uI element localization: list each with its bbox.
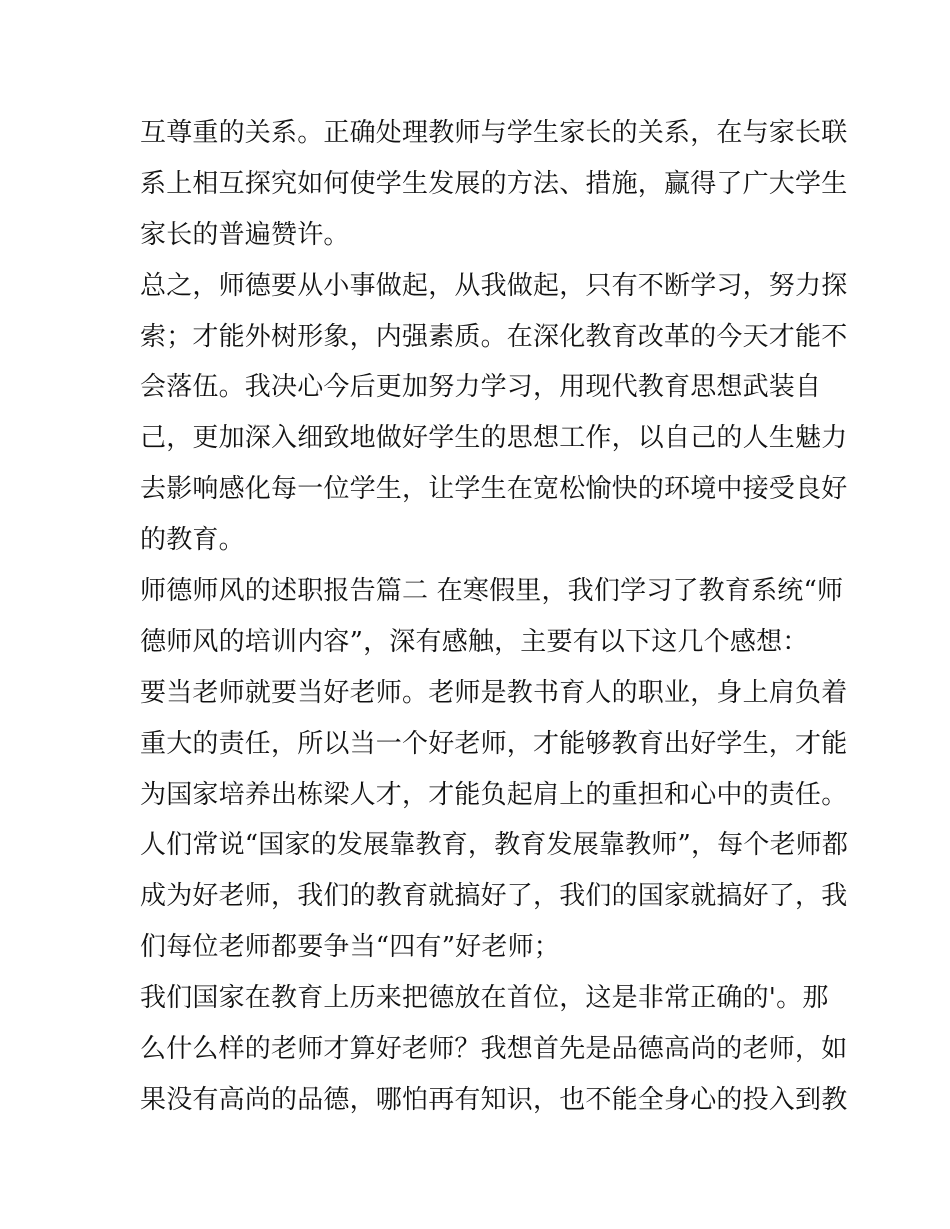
text-line: 们每位老师都要争当“四有”好老师； [140,932,560,963]
text-line: 师德师风的述职报告篇二 在寒假里，我们学习了教育系统“师 [140,576,844,607]
text-line: 果没有高尚的品德，哪怕再有知识，也不能全身心的投入到教 [140,1084,848,1115]
text-line: 去影响感化每一位学生，让学生在宽松愉快的环境中接受良好 [140,474,848,505]
text-line: 互尊重的关系。正确处理教师与学生家长的关系，在与家长联 [140,118,848,148]
text-line: 人们常说“国家的发展靠教育，教育发展靠教师”，每个老师都 [140,830,849,861]
text-line: 我们国家在教育上历来把德放在首位，这是非常正确的'。那 [140,983,829,1014]
text-line: 成为好老师，我们的教育就搞好了，我们的国家就搞好了，我 [140,881,848,912]
text-line: 系上相互探究如何使学生发展的方法、措施，赢得了广大学生 [140,168,848,199]
text-line: 要当老师就要当好老师。老师是教书育人的职业，身上肩负着 [140,677,848,708]
text-line: 索；才能外树形象，内强素质。在深化教育改革的今天才能不 [140,321,848,352]
text-line: 的教育。 [140,525,245,556]
text-line: 会落伍。我决心今后更加努力学习，用现代教育思想武装自 [140,372,822,403]
text-line: 重大的责任，所以当一个好老师，才能够教育出好学生，才能 [140,728,848,759]
text-line: 德师风的培训内容”，深有感触，主要有以下这几个感想： [140,626,809,657]
text-line: 么什么样的老师才算好老师？我想首先是品德高尚的老师，如 [140,1034,848,1065]
text-line: 为国家培养出栋梁人才，才能负起肩上的重担和心中的责任。 [140,779,848,810]
body-text [140,108,849,1126]
text-line: 己，更加深入细致地做好学生的思想工作，以自己的人生魅力 [140,423,848,454]
text-line: 家长的普遍赞许。 [140,219,350,250]
text-line: 总之，师德要从小事做起，从我做起，只有不断学习，努力探 [140,270,848,301]
